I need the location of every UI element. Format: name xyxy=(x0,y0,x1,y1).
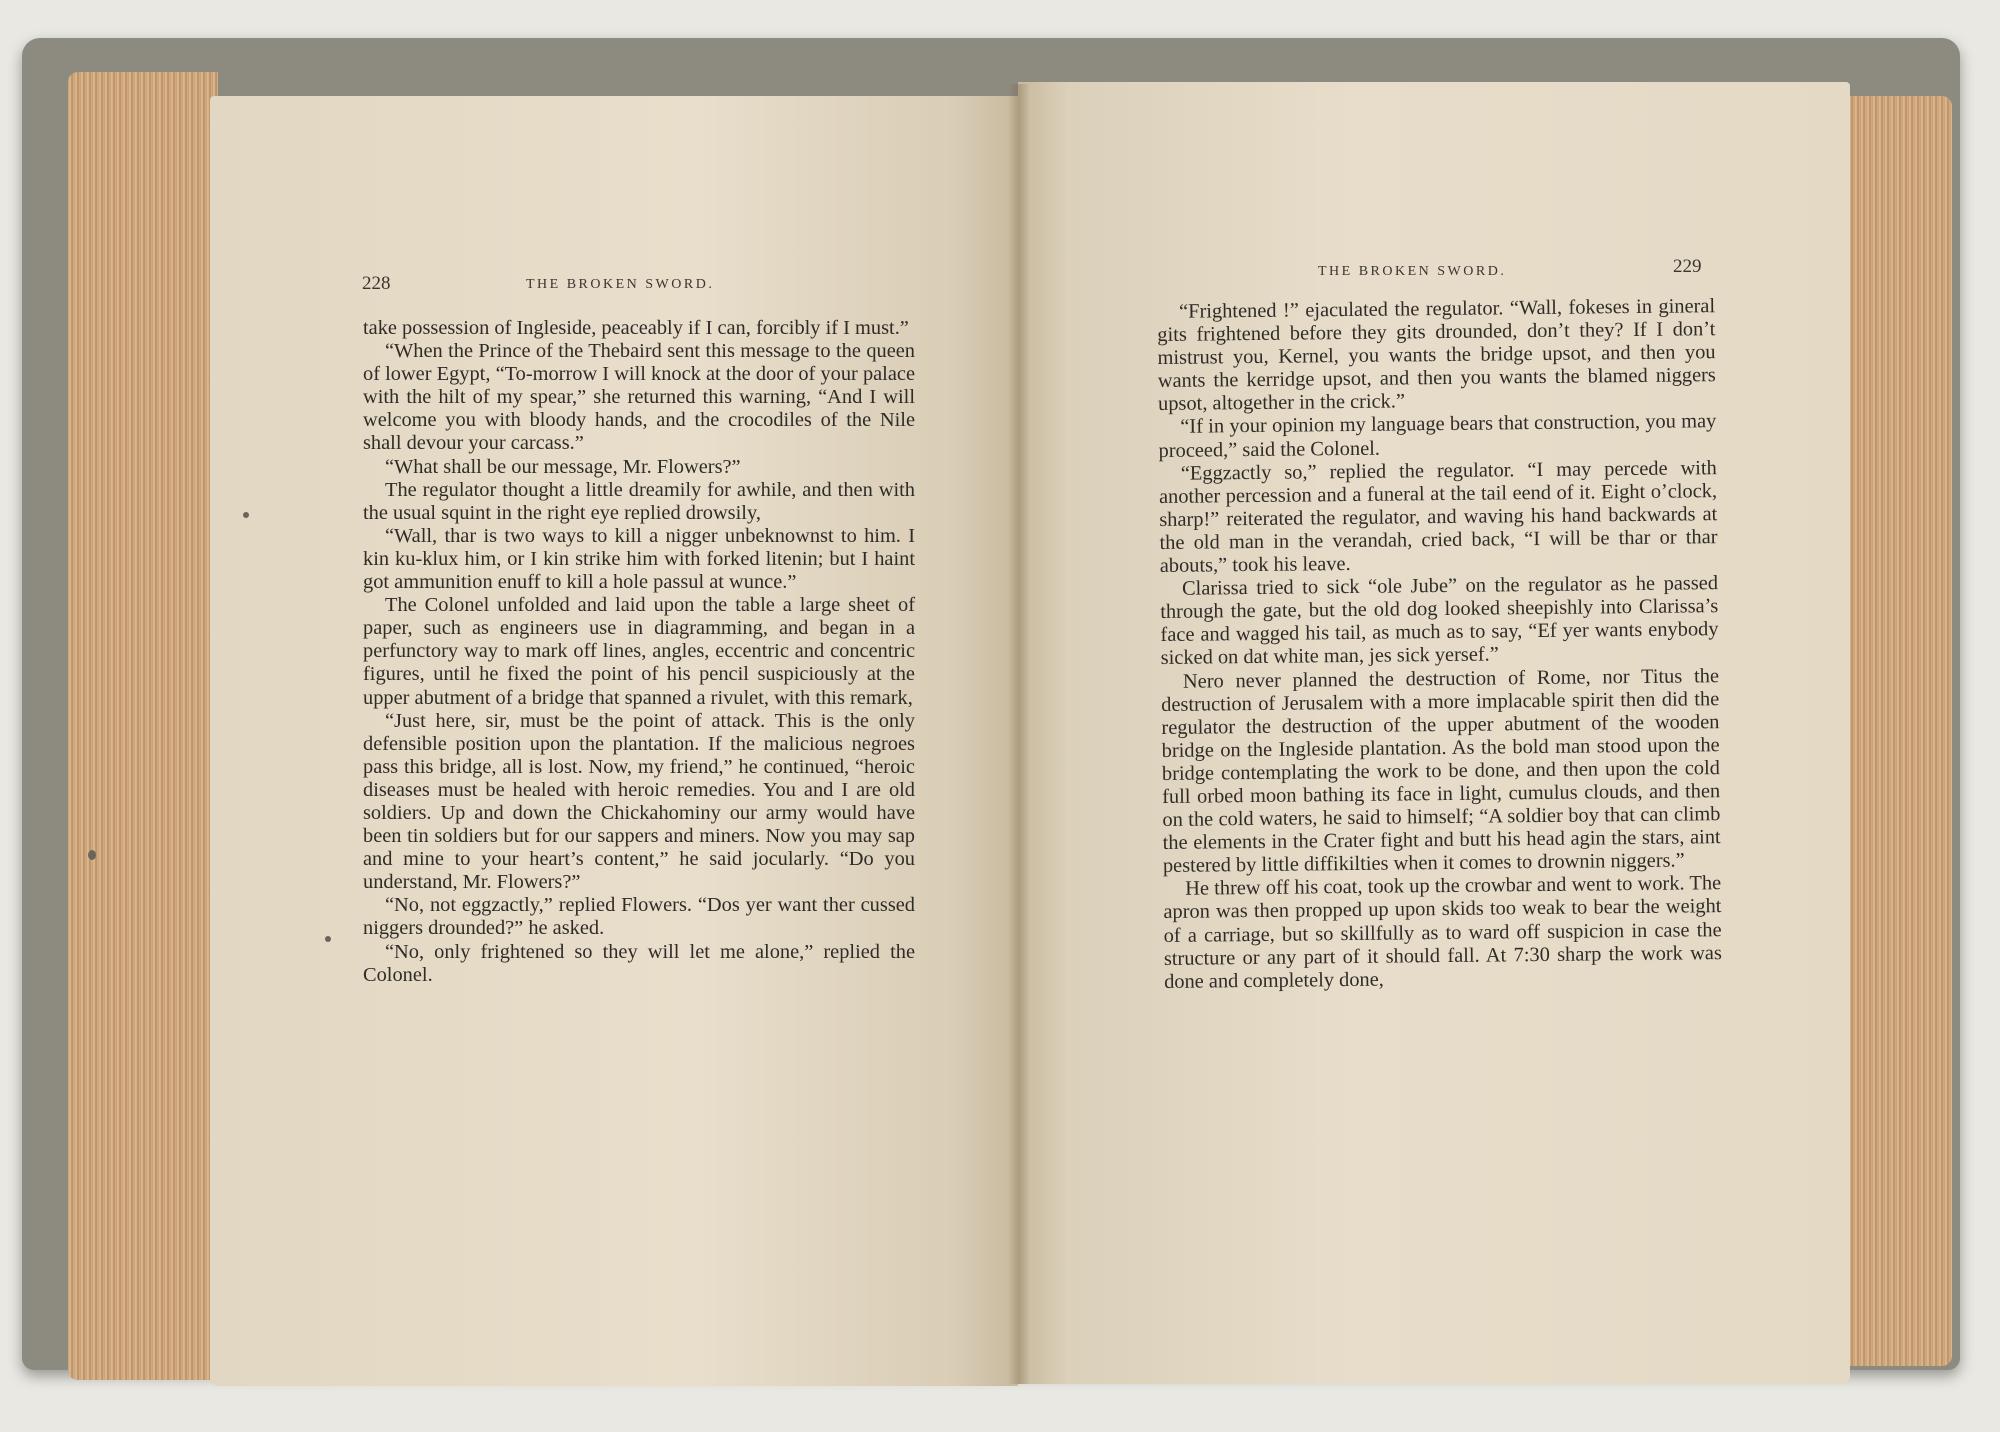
left-page-edges xyxy=(68,72,218,1380)
paragraph: “If in your opinion my language bears that construction, you may proceed,” said the Colonel. xyxy=(1158,410,1717,462)
scan-speck xyxy=(88,850,96,860)
paragraph: “When the Prince of the Thebaird sent this message to the queen of lower Egypt, “To-morrow I will knock at the door of your palace with the hilt of my spear,” she returned this warning, “And I will welcome you with bloody hands, and the crocodiles of the Nile shall devour your carcass.” xyxy=(363,340,915,455)
left-page-number: 228 xyxy=(362,273,391,294)
left-page-text xyxy=(363,317,915,987)
paragraph: take possession of Ingleside, peaceably if I can, forcibly if I must.” xyxy=(363,317,909,339)
scan-speck xyxy=(243,512,249,518)
paragraph: The Colonel unfolded and laid upon the table a large sheet of paper, such as engineers use in diagramming, and began in a perfunctory way to mark off lines, angles, eccentric and concentric figures, until he fixed the point of his pencil suspiciously at the upper abutment of a bridge that spanned a rivulet, with this remark, xyxy=(363,594,915,709)
scan-speck xyxy=(325,936,331,942)
paragraph: “Frightened !” ejaculated the regulator. “Wall, fokeses in gineral gits frightened before they gits drounded, don’t they? If I don’t mistrust you, Kernel, you wants the bridge upsot, and then you wants the kerridge upsot, and then you wants the blamed niggers upsot, altogether in the crick.” xyxy=(1157,295,1716,416)
paragraph: Clarissa tried to sick “ole Jube” on the regulator as he passed through the gate, but the old dog looked sheepishly into Clarissa’s face and wagged his tail, as much as to say, “Ef yer wants enybody sicked on dat white man, jes sick yersef.” xyxy=(1160,572,1719,670)
paragraph: He threw off his coat, took up the crowbar and went to work. The apron was then propped up upon skids too weak to bear the weight of a carriage, but so skillfully as to ward off suspicion in case the structure or any part of it should fall. At 7:30 sharp the work was done and completely done, xyxy=(1163,872,1722,993)
paragraph: The regulator thought a little dreamily for awhile, and then with the usual squint in the right eye replied drowsily, xyxy=(363,478,915,524)
right-page-number: 229 xyxy=(1673,256,1702,277)
paragraph: “Eggzactly so,” replied the regulator. “I may percede with another percession and a funeral at the tail eend of it. Eight o’clock, sharp!” reiterated the regulator, and waving his hand backwards at the old man in the verandah, cried back, “I will be thar or thar abouts,” took his leave. xyxy=(1158,456,1718,578)
paragraph: “What shall be our message, Mr. Flowers?” xyxy=(385,455,741,478)
paragraph: “Wall, thar is two ways to kill a nigger unbeknownst to him. I kin ku-klux him, or I kin strike him with forked litenin; but I haint got ammunition enuff to kill a hole passul at wunce.” xyxy=(363,524,915,594)
left-running-head: THE BROKEN SWORD. xyxy=(526,277,715,292)
paragraph: “No, not eggzactly,” replied Flowers. “Dos yer want ther cussed niggers drounded?” he asked. xyxy=(363,894,915,940)
paragraph: Nero never planned the destruction of Rome, nor Titus the destruction of Jerusalem with a more implacable spirit then did the regulator the destruction of the upper abutment of the wooden bridge on the Ingleside plantation. As the bold man stood upon the bridge contemplating the work to be done, and then upon the cold full orbed moon bathing its face in light, cumulus clouds, and then on the cold waters, he said to himself; “A soldier boy that can climb the elements in the Crater fight and butt his head agin the stars, aint pestered by little diffikilties when it comes to drownin niggers.” xyxy=(1161,664,1721,878)
paragraph: “Just here, sir, must be the point of attack. This is the only defensible position upon the plantation. If the malicious negroes pass this bridge, all is lost. Now, my friend,” he continued, “heroic diseases must be healed with heroic remedies. You and I are old soldiers. Up and down the Chickahominy our army would have been tin soldiers but for our sappers and miners. Now you may sap and mine to your heart’s content,” he said jocularly. “Do you understand, Mr. Flowers?” xyxy=(363,709,915,894)
right-page-edges xyxy=(1842,96,1952,1366)
right-running-head: THE BROKEN SWORD. xyxy=(1318,264,1507,279)
book-gutter xyxy=(1008,84,1030,1384)
right-page-text xyxy=(1157,295,1722,994)
paragraph: “No, only frightened so they will let me alone,” replied the Colonel. xyxy=(363,940,915,986)
